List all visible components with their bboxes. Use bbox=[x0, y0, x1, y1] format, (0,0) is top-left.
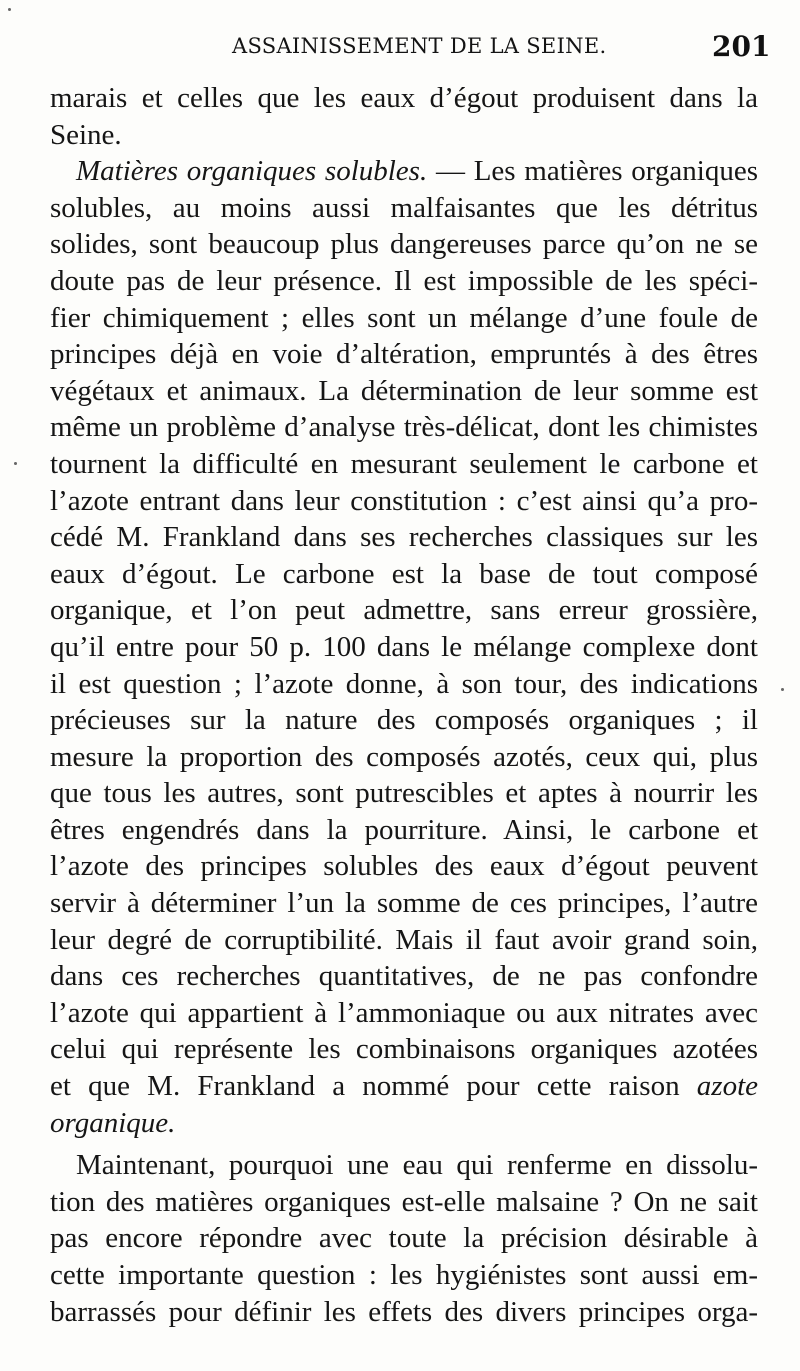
body-text bbox=[50, 80, 758, 1330]
line-text: l’azote des principes solubles des eaux d’égout peuvent bbox=[50, 850, 758, 883]
line-text: précieuses sur la nature des composés organiques ; il bbox=[50, 704, 758, 737]
text-line bbox=[50, 995, 758, 1032]
line-text: êtres engendrés dans la pourriture. Ainsi, le carbone et bbox=[50, 813, 758, 846]
line-text: organique, et l’on peut admettre, sans erreur grossière, bbox=[50, 594, 758, 627]
text-line bbox=[50, 885, 758, 922]
text-line bbox=[50, 336, 758, 373]
text-line bbox=[50, 263, 758, 300]
text-line bbox=[50, 702, 758, 739]
text-line bbox=[50, 373, 758, 410]
line-text: végétaux et animaux. La détermination de leur somme est bbox=[50, 374, 758, 407]
text-line bbox=[50, 446, 758, 483]
text-line bbox=[50, 1031, 758, 1068]
text-line bbox=[50, 812, 758, 849]
text-line bbox=[50, 153, 758, 190]
text-line bbox=[50, 629, 758, 666]
paper-speck bbox=[8, 8, 11, 11]
line-text: barrassés pour définir les effets des divers principes orga- bbox=[50, 1295, 758, 1328]
line-text: tion des matières organiques est-elle malsaine ? On ne sait bbox=[50, 1185, 758, 1218]
line-text: Seine. bbox=[50, 118, 122, 151]
text-line bbox=[50, 666, 758, 703]
text-line bbox=[50, 190, 758, 227]
line-text: et que M. Frankland a nommé pour cette raison bbox=[50, 1070, 697, 1103]
text-line bbox=[50, 592, 758, 629]
line-text: — Les matières organiques bbox=[427, 155, 758, 188]
text-line bbox=[50, 483, 758, 520]
italic-text: organique. bbox=[50, 1106, 176, 1139]
text-line bbox=[50, 922, 758, 959]
text-line bbox=[50, 1184, 758, 1221]
line-text: qu’il entre pour 50 p. 100 dans le mélange complexe dont bbox=[50, 630, 758, 663]
line-text: tournent la difficulté en mesurant seulement le carbone et bbox=[50, 447, 758, 480]
line-text: pas encore répondre avec toute la précision désirable à bbox=[50, 1222, 758, 1255]
line-text: solides, sont beaucoup plus dangereuses parce qu’on ne se bbox=[50, 228, 758, 261]
line-text: mesure la proportion des composés azotés, ceux qui, plus bbox=[50, 740, 758, 773]
line-text: fier chimiquement ; elles sont un mélange d’une foule de bbox=[50, 301, 758, 334]
paper-speck bbox=[781, 688, 784, 691]
line-text: que tous les autres, sont putrescibles et aptes à nourrir les bbox=[50, 777, 758, 810]
text-line bbox=[50, 958, 758, 995]
text-line bbox=[50, 117, 758, 154]
text-line bbox=[50, 848, 758, 885]
line-text: Maintenant, pourquoi une eau qui renferme en dissolu- bbox=[76, 1149, 758, 1182]
line-text: il est question ; l’azote donne, à son tour, des indications bbox=[50, 667, 758, 700]
text-line bbox=[50, 300, 758, 337]
text-line bbox=[50, 1105, 758, 1142]
paper-speck bbox=[14, 462, 17, 465]
text-line bbox=[50, 1147, 758, 1184]
text-line bbox=[50, 80, 758, 117]
italic-text: azote bbox=[696, 1070, 758, 1103]
line-text: eaux d’égout. Le carbone est la base de tout composé bbox=[50, 557, 758, 590]
page-header bbox=[0, 30, 800, 74]
text-line bbox=[50, 1294, 758, 1331]
text-line bbox=[50, 739, 758, 776]
line-text: dans ces recherches quantitatives, de ne pas confondre bbox=[50, 960, 758, 993]
line-text: celui qui représente les combinaisons organiques azotées bbox=[50, 1033, 758, 1066]
line-text: cédé M. Frankland dans ses recherches classiques sur les bbox=[50, 521, 758, 554]
text-line bbox=[50, 519, 758, 556]
text-line bbox=[50, 556, 758, 593]
line-text: marais et celles que les eaux d’égout produisent dans la bbox=[50, 82, 758, 114]
line-text: doute pas de leur présence. Il est impossible de les spéci- bbox=[50, 264, 758, 297]
line-text: leur degré de corruptibilité. Mais il faut avoir grand soin, bbox=[50, 923, 758, 956]
text-line bbox=[50, 409, 758, 446]
line-text: principes déjà en voie d’altération, empruntés à des êtres bbox=[50, 338, 758, 371]
text-line bbox=[50, 1068, 758, 1105]
line-text: solubles, au moins aussi malfaisantes que les détritus bbox=[50, 191, 758, 224]
line-text: l’azote entrant dans leur constitution : c’est ainsi qu’a pro- bbox=[50, 484, 758, 517]
line-text: cette importante question : les hygiénistes sont aussi em- bbox=[50, 1259, 758, 1291]
italic-text: Matières organiques solubles. bbox=[76, 155, 428, 188]
line-text: servir à déterminer l’un la somme de ces principes, l’autre bbox=[50, 887, 758, 920]
text-line bbox=[50, 1220, 758, 1257]
text-line bbox=[50, 775, 758, 812]
line-text: même un problème d’analyse très-délicat, dont les chimistes bbox=[50, 411, 758, 444]
page-number: 201 bbox=[712, 30, 771, 63]
text-line bbox=[50, 1257, 758, 1294]
line-text: l’azote qui appartient à l’ammoniaque ou aux nitrates avec bbox=[50, 996, 758, 1029]
text-line bbox=[50, 226, 758, 263]
running-title: ASSAINISSEMENT DE LA SEINE. bbox=[232, 34, 607, 58]
